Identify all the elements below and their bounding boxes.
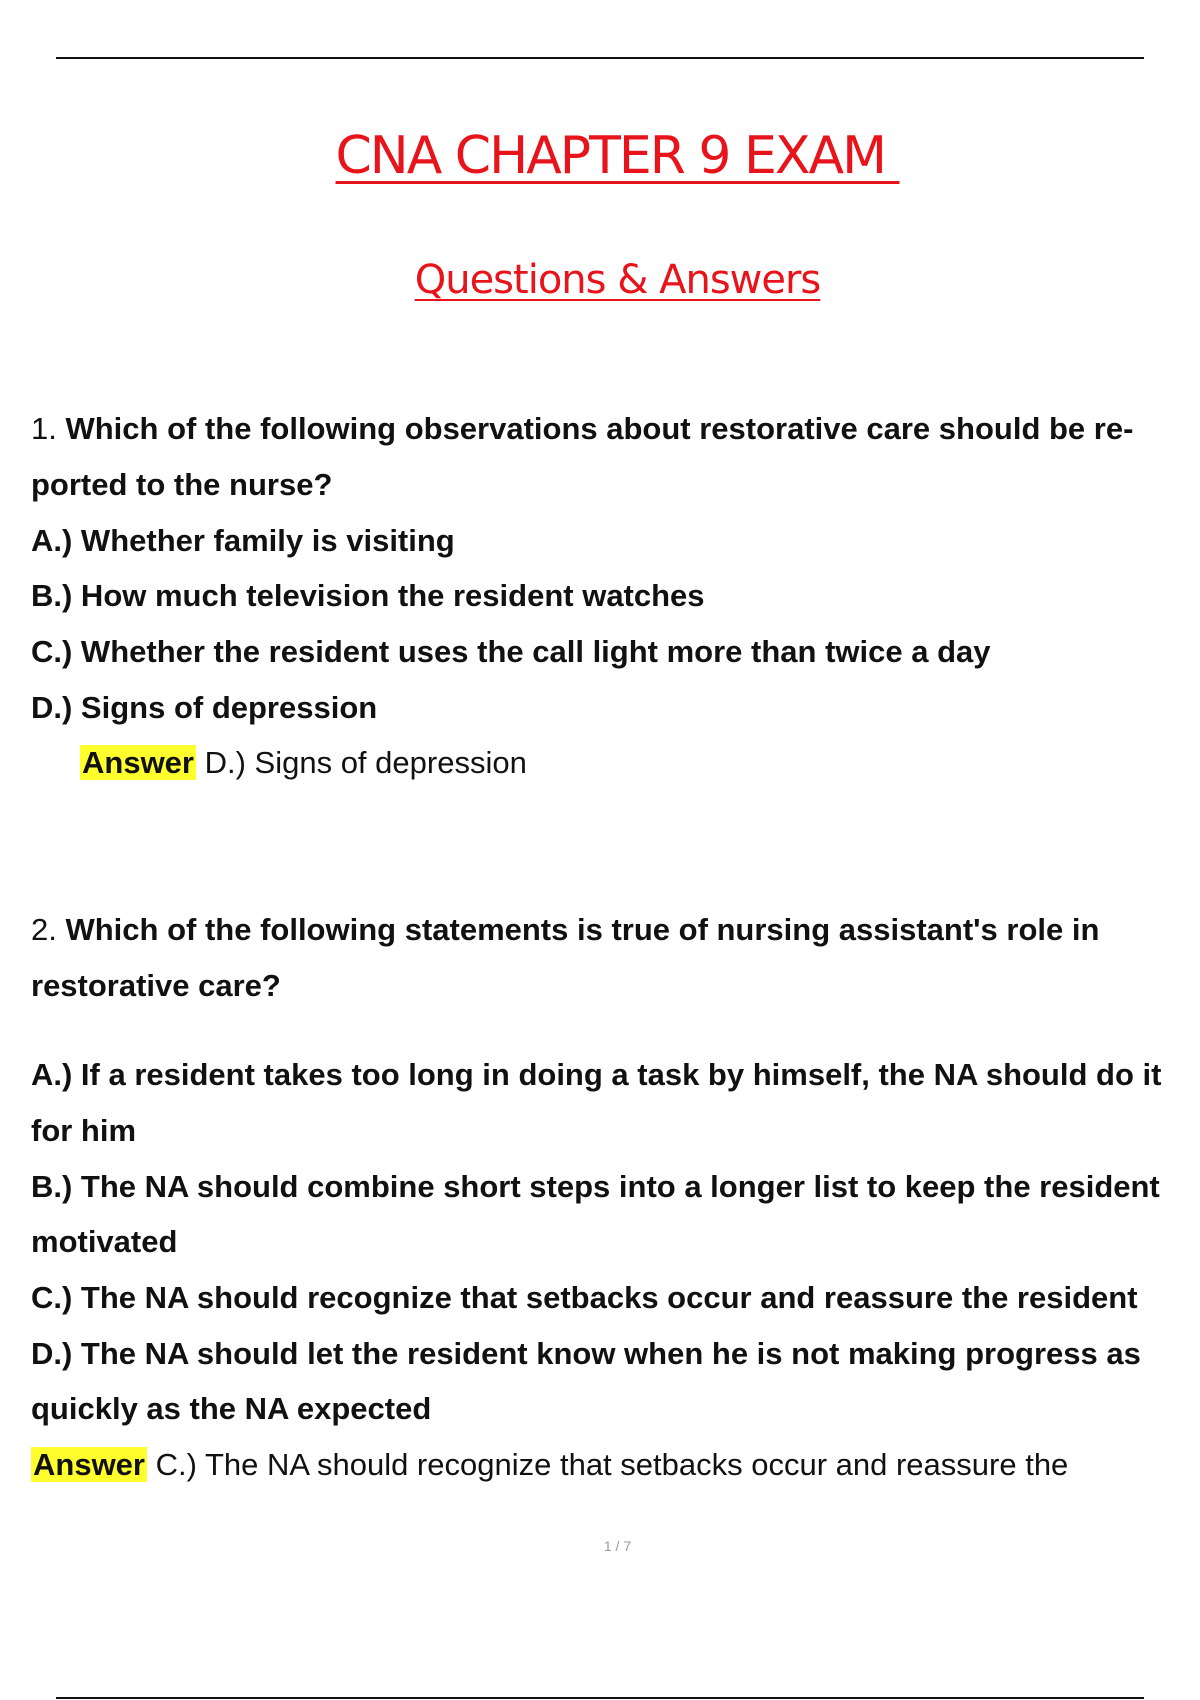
bottom-rule: [56, 1697, 1144, 1699]
page-number: 1 / 7: [603, 1538, 632, 1554]
question-2-option-a: A.) If a resident takes too long in doing a task by himself, the NA should do it: [31, 1057, 1162, 1092]
question-2-text: Which of the following statements is true of nursing assistant's role in: [65, 912, 1100, 947]
question-2-option-d: D.) The NA should let the resident know when he is not making progress as: [31, 1336, 1141, 1371]
top-rule: [56, 57, 1144, 59]
question-1-answer: [80, 743, 527, 783]
answer-highlight-label: Answer: [82, 745, 194, 780]
page-title: CNA CHAPTER 9 EXAM: [335, 126, 900, 186]
question-1-option-a: A.) Whether family is visiting: [31, 523, 455, 558]
question-2-line-1: [31, 910, 1099, 950]
question-1-line-2: ported to the nurse?: [31, 467, 333, 502]
question-1-text: Which of the following observations about restorative care should be re-: [65, 411, 1134, 446]
question-1-answer-text: D.) Signs of depression: [195, 745, 527, 780]
question-2-option-d-cont: quickly as the NA expected: [31, 1391, 432, 1426]
question-1-line-1: [31, 409, 1133, 449]
question-2-line-2: restorative care?: [31, 968, 281, 1003]
answer-highlight-label: Answer: [33, 1447, 145, 1482]
question-2-option-b-cont: motivated: [31, 1224, 178, 1259]
question-2-answer-text: C.) The NA should recognize that setbacks occur and reassure the: [146, 1447, 1069, 1482]
question-1-option-c: C.) Whether the resident uses the call light more than twice a day: [31, 634, 991, 669]
question-2-option-c: C.) The NA should recognize that setbacks occur and reassure the resident: [31, 1280, 1138, 1315]
question-1-option-d: D.) Signs of depression: [31, 690, 378, 725]
page-subtitle: Questions & Answers: [414, 257, 821, 303]
question-2-answer: [31, 1445, 1068, 1485]
question-2-option-b: B.) The NA should combine short steps into a longer list to keep the resident: [31, 1169, 1160, 1204]
question-1-option-b: B.) How much television the resident watches: [31, 578, 705, 613]
question-2-option-a-cont: for him: [31, 1113, 137, 1148]
question-1-number: 1.: [31, 411, 57, 446]
question-2-number: 2.: [31, 912, 57, 947]
